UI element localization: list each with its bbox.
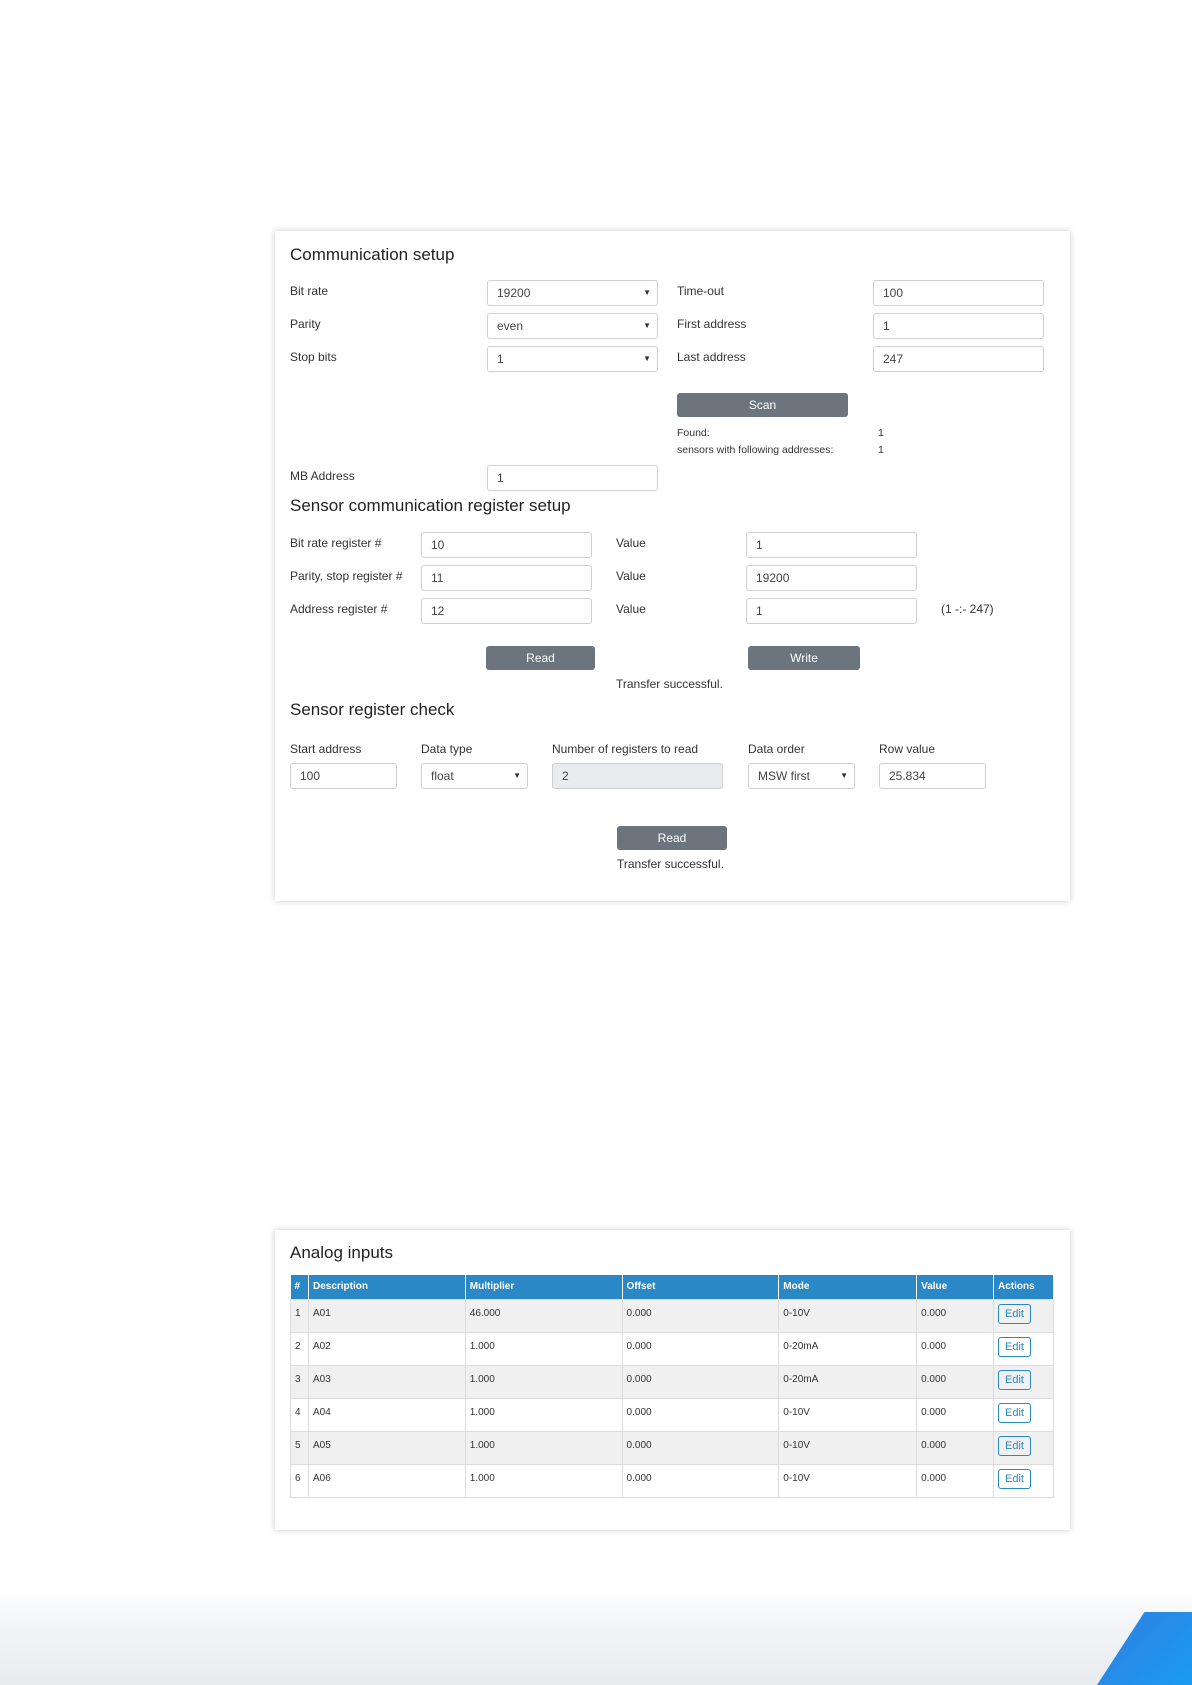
- start-address-input[interactable]: 100: [290, 763, 397, 789]
- mb-address-label: MB Address: [290, 469, 355, 483]
- data-type-select[interactable]: [421, 763, 528, 789]
- row-description: A01: [308, 1299, 465, 1332]
- address-range-hint: (1 -:- 247): [941, 602, 994, 616]
- column-header-num: #: [291, 1275, 309, 1299]
- row-offset: 0.000: [622, 1431, 779, 1464]
- row-description: A05: [308, 1431, 465, 1464]
- row-mode: 0-10V: [779, 1398, 917, 1431]
- row-actions: [993, 1431, 1053, 1464]
- row-mode: 0-10V: [779, 1299, 917, 1332]
- bit-rate-value-input[interactable]: 1: [746, 532, 917, 558]
- analog-inputs-table: [290, 1275, 1054, 1498]
- row-value: 0.000: [917, 1464, 994, 1497]
- row-description: A02: [308, 1332, 465, 1365]
- data-order-label: Data order: [748, 742, 805, 756]
- bit-rate-register-label: Bit rate register #: [290, 536, 382, 550]
- register-transfer-status: Transfer successful.: [616, 677, 723, 691]
- row-num: 2: [291, 1332, 309, 1365]
- parity-select[interactable]: [487, 313, 658, 339]
- row-description: A04: [308, 1398, 465, 1431]
- data-order-select[interactable]: [748, 763, 855, 789]
- edit-button[interactable]: Edit: [998, 1436, 1031, 1456]
- column-header-description: Description: [308, 1275, 465, 1299]
- edit-button[interactable]: Edit: [998, 1469, 1031, 1489]
- row-actions: [993, 1464, 1053, 1497]
- row-mode: 0-10V: [779, 1464, 917, 1497]
- caret-down-icon: ▼: [643, 354, 651, 363]
- row-value: 0.000: [917, 1332, 994, 1365]
- table-row: [291, 1365, 1054, 1398]
- found-label: Found:: [677, 427, 710, 439]
- stop-bits-label: Stop bits: [290, 350, 337, 364]
- row-actions: [993, 1299, 1053, 1332]
- communication-panel: [275, 231, 1070, 901]
- row-multiplier: 1.000: [465, 1464, 622, 1497]
- row-mode: 0-20mA: [779, 1332, 917, 1365]
- caret-down-icon: ▼: [643, 288, 651, 297]
- sensors-label: sensors with following addresses:: [677, 444, 834, 456]
- register-read-button[interactable]: Read: [486, 646, 595, 670]
- row-actions: [993, 1365, 1053, 1398]
- sensors-value: 1: [878, 444, 884, 456]
- table-row: [291, 1332, 1054, 1365]
- row-description: A03: [308, 1365, 465, 1398]
- row-value: 0.000: [917, 1398, 994, 1431]
- edit-button[interactable]: Edit: [998, 1304, 1031, 1324]
- mb-address-input[interactable]: 1: [487, 465, 658, 491]
- analog-inputs-panel: [275, 1230, 1070, 1530]
- communication-setup-title: Communication setup: [290, 245, 455, 264]
- analog-inputs-title: Analog inputs: [290, 1243, 394, 1262]
- row-actions: [993, 1332, 1053, 1365]
- column-header-offset: Offset: [622, 1275, 779, 1299]
- row-value-input[interactable]: 25.834: [879, 763, 986, 789]
- stop-bits-select[interactable]: [487, 346, 658, 372]
- register-write-button[interactable]: Write: [748, 646, 860, 670]
- row-value: 0.000: [917, 1365, 994, 1398]
- parity-stop-register-input[interactable]: 11: [421, 565, 592, 591]
- row-mode: 0-10V: [779, 1431, 917, 1464]
- parity-stop-value-label: Value: [616, 569, 646, 583]
- data-type-label: Data type: [421, 742, 473, 756]
- sensor-comm-register-title: Sensor communication register setup: [290, 496, 571, 515]
- row-multiplier: 1.000: [465, 1431, 622, 1464]
- table-header-row: [291, 1275, 1054, 1299]
- column-header-actions: Actions: [993, 1275, 1053, 1299]
- stop-bits-value: 1: [497, 352, 504, 366]
- found-value: 1: [878, 427, 884, 439]
- timeout-input[interactable]: 100: [873, 280, 1044, 306]
- data-type-value: float: [431, 769, 454, 783]
- row-multiplier: 1.000: [465, 1398, 622, 1431]
- bit-rate-select[interactable]: [487, 280, 658, 306]
- row-actions: [993, 1398, 1053, 1431]
- row-num: 5: [291, 1431, 309, 1464]
- bit-rate-value-label: Value: [616, 536, 646, 550]
- address-value-label: Value: [616, 602, 646, 616]
- parity-stop-register-label: Parity, stop register #: [290, 569, 403, 583]
- check-transfer-status: Transfer successful.: [617, 857, 724, 871]
- first-address-input[interactable]: 1: [873, 313, 1044, 339]
- num-registers-input: 2: [552, 763, 723, 789]
- row-offset: 0.000: [622, 1332, 779, 1365]
- column-header-value: Value: [917, 1275, 994, 1299]
- table-row: [291, 1299, 1054, 1332]
- bit-rate-value: 19200: [497, 286, 531, 300]
- last-address-label: Last address: [677, 350, 746, 364]
- column-header-multiplier: Multiplier: [465, 1275, 622, 1299]
- row-value: 0.000: [917, 1431, 994, 1464]
- row-multiplier: 1.000: [465, 1365, 622, 1398]
- parity-stop-value-input[interactable]: 19200: [746, 565, 917, 591]
- caret-down-icon: ▼: [513, 771, 521, 780]
- address-value-input[interactable]: 1: [746, 598, 917, 624]
- row-value: 0.000: [917, 1299, 994, 1332]
- sensor-register-check-title: Sensor register check: [290, 700, 455, 719]
- row-num: 1: [291, 1299, 309, 1332]
- bit-rate-label: Bit rate: [290, 284, 329, 298]
- scan-button[interactable]: Scan: [677, 393, 848, 417]
- column-header-mode: Mode: [779, 1275, 917, 1299]
- check-read-button[interactable]: Read: [617, 826, 727, 850]
- row-num: 4: [291, 1398, 309, 1431]
- row-num: 3: [291, 1365, 309, 1398]
- row-value-label: Row value: [879, 742, 936, 756]
- first-address-label: First address: [677, 317, 747, 331]
- parity-value: even: [497, 319, 524, 333]
- row-num: 6: [291, 1464, 309, 1497]
- num-registers-label: Number of registers to read: [552, 742, 699, 756]
- table-row: [291, 1398, 1054, 1431]
- last-address-input[interactable]: 247: [873, 346, 1044, 372]
- data-order-value: MSW first: [758, 769, 810, 783]
- row-offset: 0.000: [622, 1398, 779, 1431]
- caret-down-icon: ▼: [643, 321, 651, 330]
- address-register-label: Address register #: [290, 602, 388, 616]
- table-row: [291, 1431, 1054, 1464]
- edit-button[interactable]: Edit: [998, 1370, 1031, 1390]
- start-address-label: Start address: [290, 742, 362, 756]
- edit-button[interactable]: Edit: [998, 1403, 1031, 1423]
- row-multiplier: 46.000: [465, 1299, 622, 1332]
- address-register-input[interactable]: 12: [421, 598, 592, 624]
- footer-band: [0, 1590, 1192, 1685]
- timeout-label: Time-out: [677, 284, 724, 298]
- row-offset: 0.000: [622, 1464, 779, 1497]
- row-multiplier: 1.000: [465, 1332, 622, 1365]
- caret-down-icon: ▼: [840, 771, 848, 780]
- row-mode: 0-20mA: [779, 1365, 917, 1398]
- table-row: [291, 1464, 1054, 1497]
- bit-rate-register-input[interactable]: 10: [421, 532, 592, 558]
- row-offset: 0.000: [622, 1299, 779, 1332]
- row-description: A06: [308, 1464, 465, 1497]
- edit-button[interactable]: Edit: [998, 1337, 1031, 1357]
- parity-label: Parity: [290, 317, 321, 331]
- row-offset: 0.000: [622, 1365, 779, 1398]
